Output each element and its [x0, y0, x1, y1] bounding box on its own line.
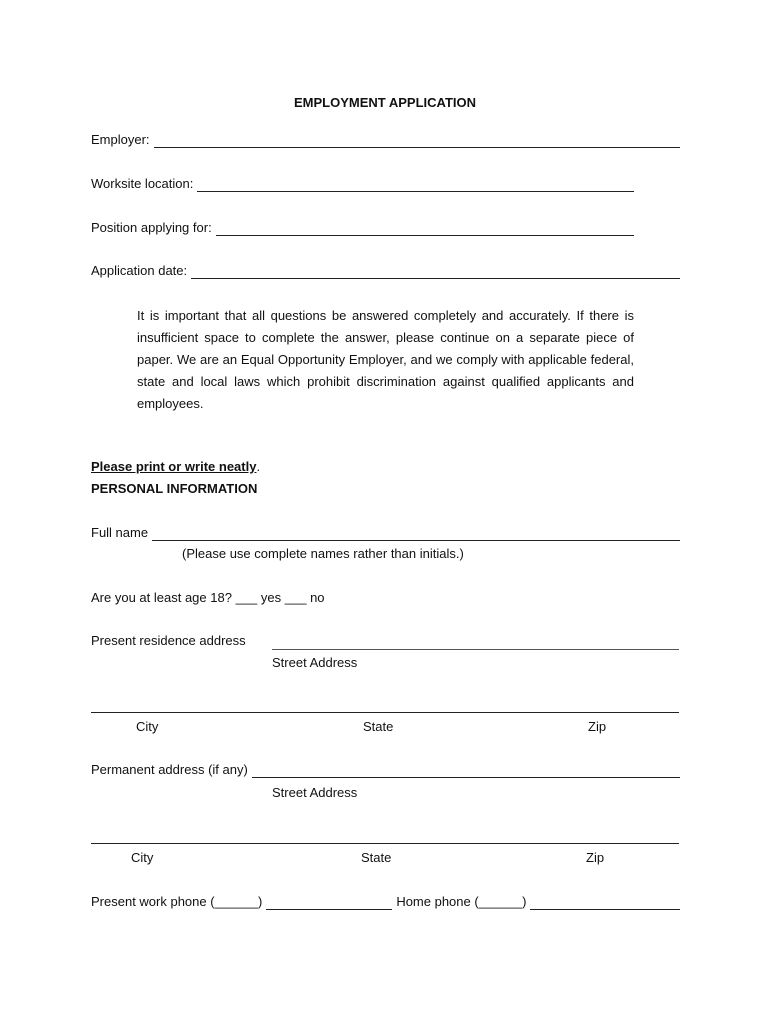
present-street-caption: Street Address	[272, 655, 358, 670]
permanent-city-state-zip-field[interactable]	[91, 843, 679, 844]
permanent-state-caption: State	[361, 850, 392, 865]
home-area-code-field[interactable]: ______	[478, 894, 523, 909]
app-date-field[interactable]	[191, 264, 680, 279]
instruction-text: Please print or write neatly	[91, 459, 257, 474]
age-yes-label: yes	[260, 590, 282, 605]
permanent-street-caption: Street Address	[272, 785, 358, 800]
present-zip-caption: Zip	[588, 719, 607, 734]
worksite-row	[91, 176, 634, 192]
present-city-state-zip-field[interactable]	[91, 712, 679, 713]
permanent-street-field[interactable]	[252, 763, 680, 778]
page-title: EMPLOYMENT APPLICATION	[294, 95, 476, 110]
app-date-row	[91, 263, 680, 279]
notice-paragraph: It is important that all questions be answered completely and accurately. If there is insufficient space to complete the answer, please continue on a separate piece of paper. We are an Equal Opportunity Employer, and we comply with applicable federal, state and local laws which prohibit discrimination against qualified applicants and employees.	[137, 308, 634, 411]
employer-field[interactable]	[154, 133, 680, 148]
present-street-field[interactable]	[272, 649, 679, 650]
app-date-label: Application date:	[91, 263, 188, 278]
home-close-paren: )	[522, 894, 527, 909]
home-phone-label: Home phone (	[396, 894, 479, 909]
instruction-line	[91, 459, 260, 475]
age-yes-blank[interactable]: ___	[235, 590, 258, 605]
full-name-hint: (Please use complete names rather than initials.)	[182, 546, 464, 561]
permanent-address-label: Permanent address (if any)	[91, 762, 248, 777]
age-row	[91, 590, 325, 606]
employer-label: Employer:	[91, 132, 150, 147]
worksite-label: Worksite location:	[91, 176, 194, 191]
full-name-label: Full name	[91, 525, 149, 540]
present-address-label: Present residence address	[91, 633, 246, 648]
phones-row	[91, 894, 680, 910]
home-phone-field[interactable]	[530, 895, 680, 910]
full-name-field[interactable]	[152, 526, 680, 541]
age-no-label: no	[310, 590, 325, 605]
work-close-paren: )	[257, 894, 263, 909]
permanent-address-row	[91, 762, 680, 778]
work-area-code-field[interactable]: ______	[214, 894, 258, 909]
permanent-city-caption: City	[131, 850, 154, 865]
employer-row	[91, 132, 680, 148]
age-question: Are you at least age 18?	[91, 590, 232, 605]
present-city-caption: City	[136, 719, 159, 734]
worksite-field[interactable]	[197, 177, 634, 192]
permanent-zip-caption: Zip	[586, 850, 605, 865]
work-phone-label: Present work phone (	[91, 894, 215, 909]
present-state-caption: State	[363, 719, 394, 734]
work-phone-field[interactable]	[266, 895, 392, 910]
section-heading: PERSONAL INFORMATION	[91, 481, 258, 496]
position-row	[91, 220, 634, 236]
position-label: Position applying for:	[91, 220, 212, 235]
instruction-period: .	[256, 459, 261, 474]
age-no-blank[interactable]: ___	[284, 590, 307, 605]
position-field[interactable]	[216, 221, 634, 236]
full-name-row	[91, 525, 680, 541]
